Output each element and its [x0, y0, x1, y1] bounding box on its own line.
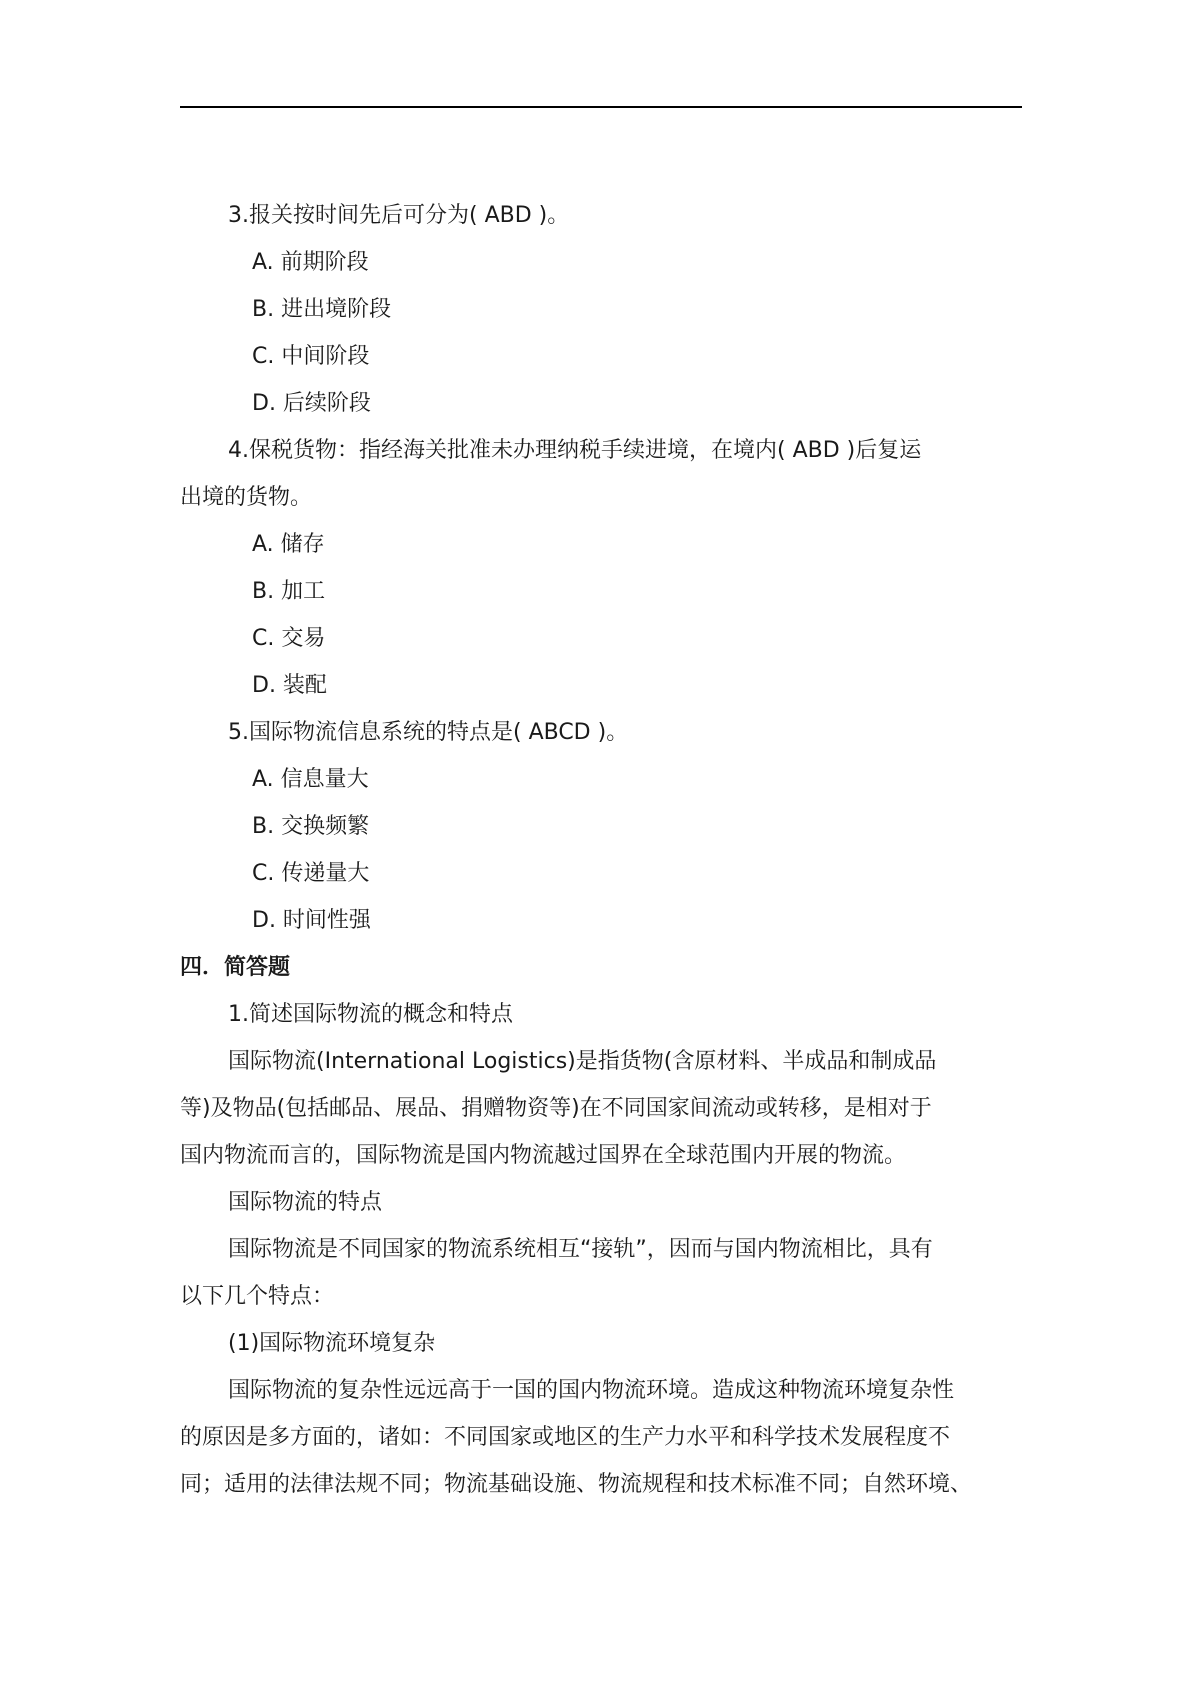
header-rule — [180, 106, 1022, 108]
q5-option-c: C. 传递量大 — [252, 861, 370, 886]
paragraph-2-line2: 以下几个特点： — [180, 1284, 335, 1309]
question-5: 5.国际物流信息系统的特点是( ABCD )。 — [228, 720, 629, 745]
features-title: 国际物流的特点 — [228, 1190, 383, 1215]
subheading-1: (1)国际物流环境复杂 — [228, 1331, 436, 1356]
question-4-line1: 4.保税货物：指经海关批准未办理纳税手续进境，在境内( ABD )后复运 — [228, 438, 922, 463]
question-4-line2: 出境的货物。 — [180, 485, 313, 510]
item-1-title: 1.简述国际物流的概念和特点 — [228, 1002, 513, 1027]
paragraph-3-line3: 同；适用的法律法规不同；物流基础设施、物流规程和技术标准不同；自然环境、 — [180, 1472, 973, 1497]
q3-option-d: D. 后续阶段 — [252, 391, 371, 416]
paragraph-3-line1: 国际物流的复杂性远远高于一国的国内物流环境。造成这种物流环境复杂性 — [228, 1378, 955, 1403]
q3-option-a: A. 前期阶段 — [252, 250, 369, 275]
paragraph-3-line2: 的原因是多方面的，诸如：不同国家或地区的生产力水平和科学技术发展程度不 — [180, 1425, 951, 1450]
q4-option-b: B. 加工 — [252, 579, 326, 604]
document-body — [180, 192, 1022, 1508]
paragraph-2-line1: 国际物流是不同国家的物流系统相互“接轨”，因而与国内物流相比，具有 — [228, 1237, 933, 1262]
paragraph-1-line2: 等)及物品(包括邮品、展品、捐赠物资等)在不同国家间流动或转移，是相对于 — [180, 1096, 932, 1121]
q4-option-c: C. 交易 — [252, 626, 326, 651]
paragraph-1-line1: 国际物流(International Logistics)是指货物(含原材料、半成品和制成品 — [228, 1049, 937, 1074]
q5-option-a: A. 信息量大 — [252, 767, 369, 792]
question-3: 3.报关按时间先后可分为( ABD )。 — [228, 203, 570, 228]
paragraph-1-line3: 国内物流而言的，国际物流是国内物流越过国界在全球范围内开展的物流。 — [180, 1143, 907, 1168]
q4-option-d: D. 装配 — [252, 673, 327, 698]
q4-option-a: A. 储存 — [252, 532, 325, 557]
q3-option-b: B. 进出境阶段 — [252, 297, 392, 322]
q5-option-b: B. 交换频繁 — [252, 814, 370, 839]
q3-option-c: C. 中间阶段 — [252, 344, 370, 369]
q5-option-d: D. 时间性强 — [252, 908, 371, 933]
section-heading: 四．简答题 — [180, 955, 291, 980]
